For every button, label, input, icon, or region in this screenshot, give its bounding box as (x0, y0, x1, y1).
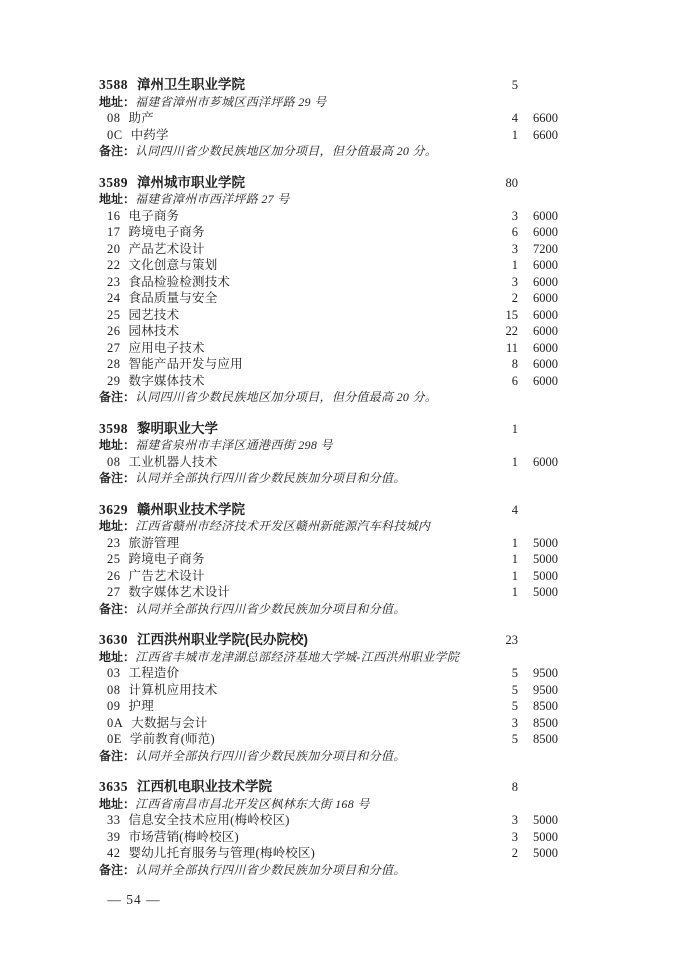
major-row (99, 241, 558, 258)
major-plan: 6 (511, 225, 518, 239)
major-name: 食品质量与安全 (128, 291, 218, 305)
college-header-row (99, 421, 558, 438)
major-fee: 8500 (533, 699, 558, 713)
major-name: 助产 (128, 111, 154, 125)
major-code: 24 (107, 291, 121, 305)
major-plan: 5 (511, 732, 518, 746)
major-row (99, 829, 558, 846)
college-code: 3598 (99, 420, 128, 436)
major-code: 22 (107, 258, 121, 272)
major-plan: 22 (505, 324, 518, 338)
college-name: 漳州城市职业学院 (137, 174, 245, 190)
major-code: 28 (107, 357, 121, 371)
major-name: 护理 (128, 699, 154, 713)
major-row (99, 568, 558, 585)
college-header-row (99, 779, 558, 796)
college-total-plan: 8 (511, 780, 518, 794)
major-name: 中药学 (130, 127, 169, 142)
major-plan: 1 (511, 568, 518, 583)
major-name: 计算机应用技术 (128, 682, 218, 697)
major-code: 0C (107, 127, 123, 142)
major-row (99, 257, 558, 274)
major-name: 广告艺术设计 (128, 568, 205, 583)
major-row (99, 665, 558, 682)
major-name: 信息安全技术应用(梅岭校区) (128, 813, 290, 827)
major-fee: 6000 (533, 307, 558, 322)
address-row (99, 94, 558, 111)
major-plan: 1 (511, 535, 518, 550)
remark-row (99, 862, 558, 879)
major-fee: 6000 (533, 454, 558, 469)
major-name: 跨境电子商务 (128, 552, 205, 566)
major-name: 园林技术 (128, 324, 180, 338)
major-row (99, 535, 558, 552)
major-plan: 3 (511, 274, 518, 289)
remark-label: 备注： (99, 748, 136, 763)
major-row (99, 110, 558, 127)
major-fee: 6000 (533, 357, 558, 371)
major-row (99, 698, 558, 715)
address-text: 福建省漳州市西洋坪路 27 号 (135, 192, 290, 206)
major-fee: 9500 (533, 666, 558, 680)
major-fee: 8500 (533, 715, 558, 730)
major-code: 23 (107, 274, 121, 289)
major-name: 电子商务 (128, 208, 180, 223)
college-name: 黎明职业大学 (137, 420, 218, 436)
major-fee: 5000 (533, 846, 558, 860)
address-text: 福建省漳州市芗城区西洋坪路 29 号 (135, 94, 327, 109)
remark-row (99, 143, 558, 160)
major-row (99, 682, 558, 699)
major-row (99, 584, 558, 601)
address-text: 福建省泉州市丰泽区通港西街 298 号 (135, 438, 333, 452)
major-row (99, 208, 558, 225)
major-code: 33 (107, 813, 121, 827)
major-plan: 3 (511, 715, 518, 730)
major-plan: 11 (505, 340, 518, 355)
major-code: 0E (107, 732, 122, 746)
major-name: 食品检验检测技术 (128, 274, 231, 289)
address-row (99, 649, 558, 666)
college-block (99, 632, 558, 764)
major-name: 婴幼儿托育服务与管理(梅岭校区) (128, 846, 316, 860)
college-total-plan: 1 (511, 421, 518, 436)
page-number: — 54 — (107, 892, 161, 907)
major-fee: 6000 (533, 208, 558, 223)
address-label: 地址： (99, 649, 136, 664)
major-name: 智能产品开发与应用 (128, 357, 243, 371)
major-code: 26 (107, 568, 121, 583)
remark-text: 认同并全部执行四川省少数民族加分项目和分值。 (135, 601, 406, 616)
major-row (99, 454, 558, 471)
major-plan: 15 (505, 307, 518, 322)
address-text: 江西省赣州市经济技术开发区赣州新能源汽车科技城内 (135, 519, 431, 533)
major-plan: 1 (511, 585, 518, 599)
remark-text: 认同并全部执行四川省少数民族加分项目和分值。 (135, 748, 406, 763)
major-fee: 5000 (533, 829, 558, 844)
major-name: 工业机器人技术 (128, 454, 218, 469)
major-fee: 6600 (533, 111, 558, 125)
major-code: 08 (107, 682, 121, 697)
college-header-row (99, 175, 558, 192)
major-fee: 6000 (533, 225, 558, 239)
address-label: 地址： (99, 519, 136, 533)
major-name: 园艺技术 (128, 307, 180, 322)
major-code: 0A (107, 715, 124, 730)
major-name: 市场营销(梅岭校区) (128, 829, 239, 844)
major-name: 学前教育(师范) (129, 732, 215, 746)
major-plan: 1 (511, 127, 518, 142)
college-code: 3635 (99, 779, 128, 794)
major-plan: 3 (511, 813, 518, 827)
major-row (99, 845, 558, 862)
major-row (99, 274, 558, 291)
major-name: 大数据与会计 (131, 715, 208, 730)
major-plan: 1 (511, 454, 518, 469)
major-fee: 6000 (533, 291, 558, 305)
major-name: 应用电子技术 (128, 340, 205, 355)
major-plan: 6 (511, 373, 518, 388)
major-code: 27 (107, 585, 121, 599)
major-plan: 3 (511, 829, 518, 844)
college-total-plan: 23 (505, 633, 518, 647)
major-plan: 8 (511, 357, 518, 371)
remark-label: 备注： (99, 862, 136, 877)
major-fee: 5000 (533, 552, 558, 566)
remark-text: 认同并全部执行四川省少数民族加分项目和分值。 (135, 862, 406, 877)
major-code: 16 (107, 208, 121, 223)
college-header-row (99, 632, 558, 649)
college-block (99, 175, 558, 406)
college-name: 江西洪州职业学院(民办院校) (137, 632, 308, 647)
major-code: 20 (107, 241, 121, 256)
major-plan: 2 (511, 846, 518, 860)
major-plan: 2 (511, 291, 518, 305)
major-code: 23 (107, 535, 121, 550)
college-code: 3629 (99, 501, 128, 517)
major-fee: 6000 (533, 340, 558, 355)
remark-label: 备注： (99, 601, 136, 616)
remark-label: 备注： (99, 144, 136, 158)
major-plan: 3 (511, 241, 518, 256)
major-fee: 6000 (533, 373, 558, 388)
major-row (99, 373, 558, 390)
address-label: 地址： (99, 438, 136, 452)
address-row (99, 518, 558, 535)
major-row (99, 127, 558, 144)
college-total-plan: 5 (511, 78, 518, 92)
major-fee: 5000 (533, 813, 558, 827)
major-row (99, 731, 558, 748)
major-row (99, 290, 558, 307)
major-name: 数字媒体艺术设计 (128, 585, 231, 599)
college-block (99, 421, 558, 487)
college-list (99, 77, 558, 893)
address-label: 地址： (99, 94, 136, 109)
remark-row (99, 389, 558, 406)
major-row (99, 356, 558, 373)
major-plan: 5 (511, 699, 518, 713)
major-plan: 1 (511, 258, 518, 272)
major-row (99, 551, 558, 568)
address-row (99, 191, 558, 208)
remark-label: 备注： (99, 390, 136, 404)
major-name: 旅游管理 (128, 535, 180, 550)
major-row (99, 715, 558, 732)
major-fee: 6600 (533, 127, 558, 142)
address-label: 地址： (99, 192, 136, 206)
major-row (99, 307, 558, 324)
college-code: 3589 (99, 174, 128, 190)
remark-text: 认同并全部执行四川省少数民族加分项目和分值。 (135, 471, 406, 485)
major-plan: 3 (511, 208, 518, 223)
address-row (99, 437, 558, 454)
college-name: 漳州卫生职业学院 (137, 77, 245, 92)
address-row (99, 796, 558, 813)
major-fee: 7200 (533, 241, 558, 256)
college-header-row (99, 502, 558, 519)
major-code: 26 (107, 324, 121, 338)
major-name: 跨境电子商务 (128, 225, 205, 239)
address-label: 地址： (99, 796, 136, 811)
college-block (99, 779, 558, 878)
major-fee: 6000 (533, 324, 558, 338)
major-name: 数字媒体技术 (128, 373, 205, 388)
major-code: 03 (107, 666, 121, 680)
remark-text: 认同四川省少数民族地区加分项目，但分值最高 20 分。 (135, 144, 438, 158)
major-fee: 8500 (533, 732, 558, 746)
major-plan: 5 (511, 666, 518, 680)
major-row (99, 224, 558, 241)
college-name: 赣州职业技术学院 (137, 501, 245, 517)
major-code: 39 (107, 829, 121, 844)
college-code: 3630 (99, 632, 128, 647)
remark-row (99, 601, 558, 618)
address-text: 江西省南昌市昌北开发区枫林东大街 168 号 (135, 796, 370, 811)
major-code: 25 (107, 307, 121, 322)
remark-row (99, 470, 558, 487)
major-code: 09 (107, 699, 121, 713)
major-fee: 5000 (533, 535, 558, 550)
major-code: 29 (107, 373, 121, 388)
major-fee: 6000 (533, 258, 558, 272)
major-row (99, 340, 558, 357)
major-fee: 9500 (533, 682, 558, 697)
major-code: 17 (107, 225, 121, 239)
major-plan: 4 (511, 111, 518, 125)
major-code: 27 (107, 340, 121, 355)
remark-text: 认同四川省少数民族地区加分项目，但分值最高 20 分。 (135, 390, 438, 404)
address-text: 江西省丰城市龙津湖总部经济基地大学城-江西洪州职业学院 (135, 649, 460, 664)
major-name: 产品艺术设计 (128, 241, 205, 256)
remark-label: 备注： (99, 471, 136, 485)
major-name: 工程造价 (128, 666, 180, 680)
college-header-row (99, 77, 558, 94)
major-plan: 1 (511, 552, 518, 566)
major-row (99, 812, 558, 829)
major-name: 文化创意与策划 (128, 258, 218, 272)
major-row (99, 323, 558, 340)
major-plan: 5 (511, 682, 518, 697)
college-total-plan: 4 (511, 502, 518, 517)
college-code: 3588 (99, 77, 128, 92)
major-code: 08 (107, 454, 121, 469)
major-code: 25 (107, 552, 121, 566)
major-code: 08 (107, 111, 121, 125)
major-fee: 5000 (533, 585, 558, 599)
college-total-plan: 80 (505, 175, 518, 190)
major-fee: 6000 (533, 274, 558, 289)
college-name: 江西机电职业技术学院 (137, 779, 272, 794)
major-fee: 5000 (533, 568, 558, 583)
remark-row (99, 748, 558, 765)
major-code: 42 (107, 846, 121, 860)
college-block (99, 502, 558, 618)
college-block (99, 77, 558, 160)
